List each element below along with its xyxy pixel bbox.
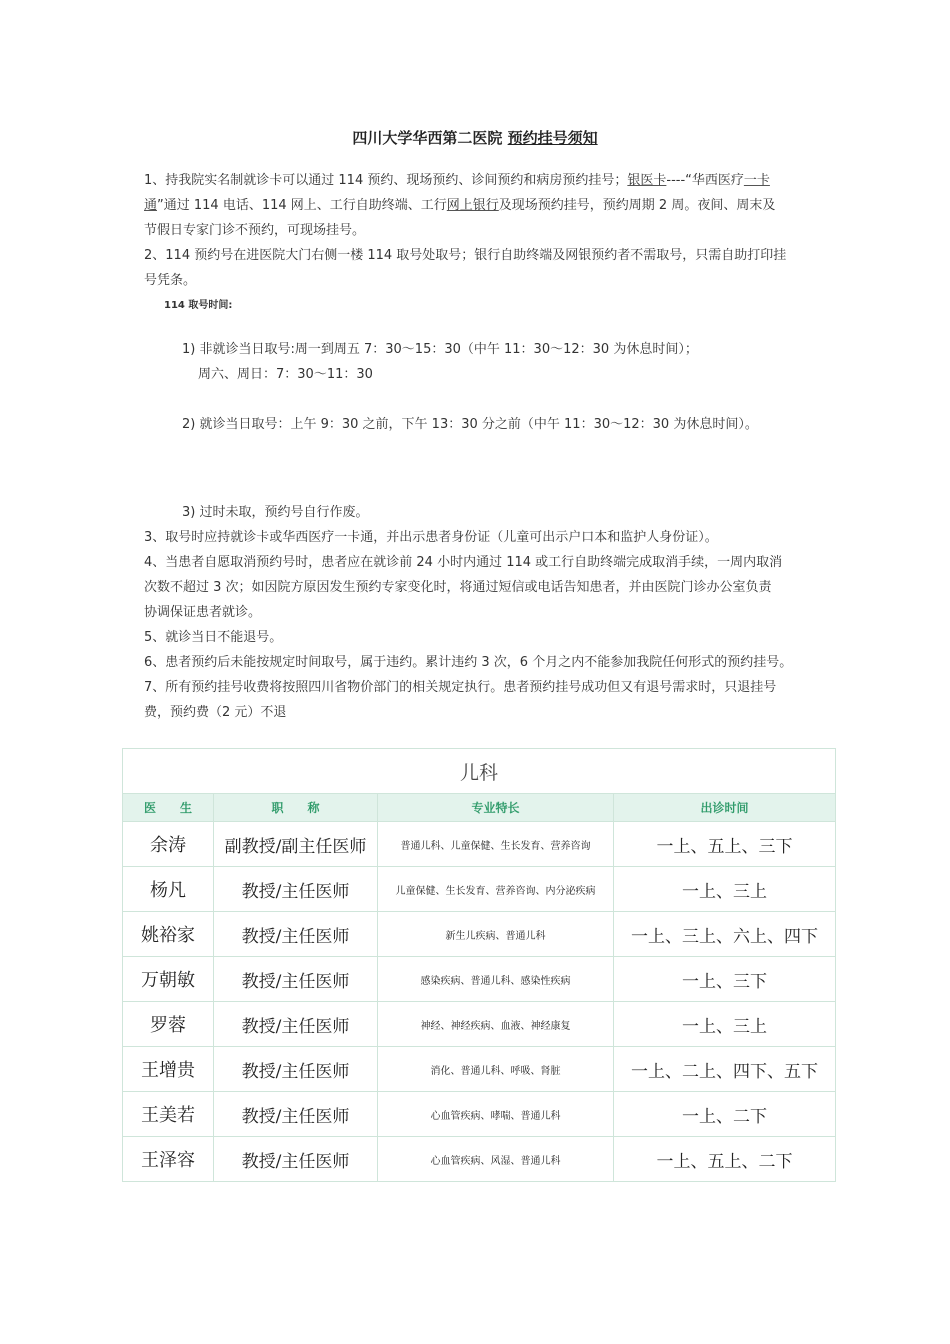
clinic-time: 一上、二下 <box>614 1092 836 1137</box>
clinic-time: 一上、五上、二下 <box>614 1137 836 1182</box>
clinic-time: 一上、五上、三下 <box>614 822 836 867</box>
doctor-title: 教授/主任医师 <box>214 867 378 912</box>
doctor-specialty: 心血管疾病、哮喘、普通儿科 <box>378 1092 614 1137</box>
table-row <box>123 867 836 912</box>
table-row <box>123 912 836 957</box>
pickup-item-3: 3) 过时未取，预约号自行作废。 <box>182 505 369 520</box>
doctor-specialty: 儿童保健、生长发育、营养咨询、内分泌疾病 <box>378 867 614 912</box>
one-card-term-end: 通 <box>144 198 158 213</box>
department-title: 儿科 <box>123 749 836 794</box>
clinic-time: 一上、三上、六上、四下 <box>614 912 836 957</box>
online-banking-term: 网上银行 <box>446 198 499 213</box>
table-row <box>123 1092 836 1137</box>
clinic-time: 一上、二上、四下、五下 <box>614 1047 836 1092</box>
p1-line2-text-a: ”通过 114 电话、114 网上、工行自助终端、工行 <box>157 198 447 213</box>
table-header-row <box>123 794 836 822</box>
doctor-title: 教授/主任医师 <box>214 1002 378 1047</box>
doctor-specialty: 感染疾病、普通儿科、感染性疾病 <box>378 957 614 1002</box>
doctor-specialty: 神经、神经疾病、血液、神经康复 <box>378 1002 614 1047</box>
doctor-name: 余涛 <box>123 822 214 867</box>
p1-text-a: 1、持我院实名制就诊卡可以通过 114 预约、现场预约、诊间预约和病房预约挂号； <box>144 173 628 188</box>
doctor-name: 姚裕家 <box>123 912 214 957</box>
one-card-term: 一卡 <box>743 173 770 188</box>
p1-line1 <box>144 171 770 191</box>
table-row <box>123 822 836 867</box>
table-row <box>123 957 836 1002</box>
p7-line1: 7、所有预约挂号收费将按照四川省物价部门的相关规定执行。患者预约挂号成功但又有退号需求时，只退挂号 <box>144 680 777 695</box>
p7-line2: 费，预约费（2 元）不退 <box>144 705 287 720</box>
doctor-title: 教授/主任医师 <box>214 1047 378 1092</box>
pickup-item-2: 2) 就诊当日取号：上午 9：30 之前，下午 13：30 分之前（中午 11：30～12：30 为休息时间）。 <box>182 417 758 432</box>
p4-line3: 协调保证患者就诊。 <box>144 605 262 620</box>
p1-text-b: ----“华西医疗 <box>666 173 744 188</box>
doctor-name: 罗蓉 <box>123 1002 214 1047</box>
p1-line2-text-b: 及现场预约挂号，预约周期 2 周。夜间、周末及 <box>498 198 776 213</box>
doctor-title: 教授/主任医师 <box>214 912 378 957</box>
pediatrics-schedule-table <box>122 748 836 1182</box>
doctor-title: 教授/主任医师 <box>214 957 378 1002</box>
doctor-name: 万朝敏 <box>123 957 214 1002</box>
bank-card-term: 银医卡 <box>627 173 667 188</box>
header-clinic-time: 出诊时间 <box>614 794 836 822</box>
title-subject: 预约挂号须知 <box>507 129 598 147</box>
title-hospital: 四川大学华西第二医院 <box>352 129 503 147</box>
clinic-time: 一上、三上 <box>614 1002 836 1047</box>
p1-line3: 节假日专家门诊不预约，可现场挂号。 <box>144 223 366 238</box>
header-title: 职 称 <box>214 794 378 822</box>
pickup-time-heading: 114 取号时间: <box>164 300 233 311</box>
page-title <box>0 127 950 148</box>
p2-line1: 2、114 预约号在进医院大门右侧一楼 114 取号处取号；银行自助终端及网银预约者不需取号，只需自助打印挂 <box>144 248 787 263</box>
doctor-specialty: 消化、普通儿科、呼吸、肾脏 <box>378 1047 614 1092</box>
p3: 3、取号时应持就诊卡或华西医疗一卡通，并出示患者身份证（儿童可出示户口本和监护人身份证）。 <box>144 530 718 545</box>
clinic-time: 一上、三下 <box>614 957 836 1002</box>
pickup-item-1-line2: 周六、周日：7：30～11：30 <box>198 367 373 382</box>
doctor-name: 王泽容 <box>123 1137 214 1182</box>
p4-line2: 次数不超过 3 次；如因院方原因发生预约专家变化时，将通过短信或电话告知患者，并由医院门诊办公室负责 <box>144 580 772 595</box>
table-row <box>123 1047 836 1092</box>
doctor-title: 副教授/副主任医师 <box>214 822 378 867</box>
p1-line2 <box>144 196 775 216</box>
p2-line2: 号凭条。 <box>144 273 197 288</box>
p4-line1: 4、当患者自愿取消预约号时，患者应在就诊前 24 小时内通过 114 或工行自助终端完成取消手续，一周内取消 <box>144 555 783 570</box>
header-specialty: 专业特长 <box>378 794 614 822</box>
doctor-name: 杨凡 <box>123 867 214 912</box>
doctor-specialty: 普通儿科、儿童保健、生长发育、营养咨询 <box>378 822 614 867</box>
doctor-specialty: 心血管疾病、风湿、普通儿科 <box>378 1137 614 1182</box>
table-row <box>123 1137 836 1182</box>
clinic-time: 一上、三上 <box>614 867 836 912</box>
p6: 6、患者预约后未能按规定时间取号，属于违约。累计违约 3 次，6 个月之内不能参加我院任何形式的预约挂号。 <box>144 655 793 670</box>
doctor-specialty: 新生儿疾病、普通儿科 <box>378 912 614 957</box>
pickup-item-1-line1: 1) 非就诊当日取号:周一到周五 7：30～15：30（中午 11：30～12：30 为休息时间）； <box>182 342 698 357</box>
doctor-name: 王美若 <box>123 1092 214 1137</box>
doctor-title: 教授/主任医师 <box>214 1137 378 1182</box>
doctor-name: 王增贵 <box>123 1047 214 1092</box>
p5: 5、就诊当日不能退号。 <box>144 630 283 645</box>
header-doctor: 医 生 <box>123 794 214 822</box>
table-row <box>123 1002 836 1047</box>
doctor-title: 教授/主任医师 <box>214 1092 378 1137</box>
